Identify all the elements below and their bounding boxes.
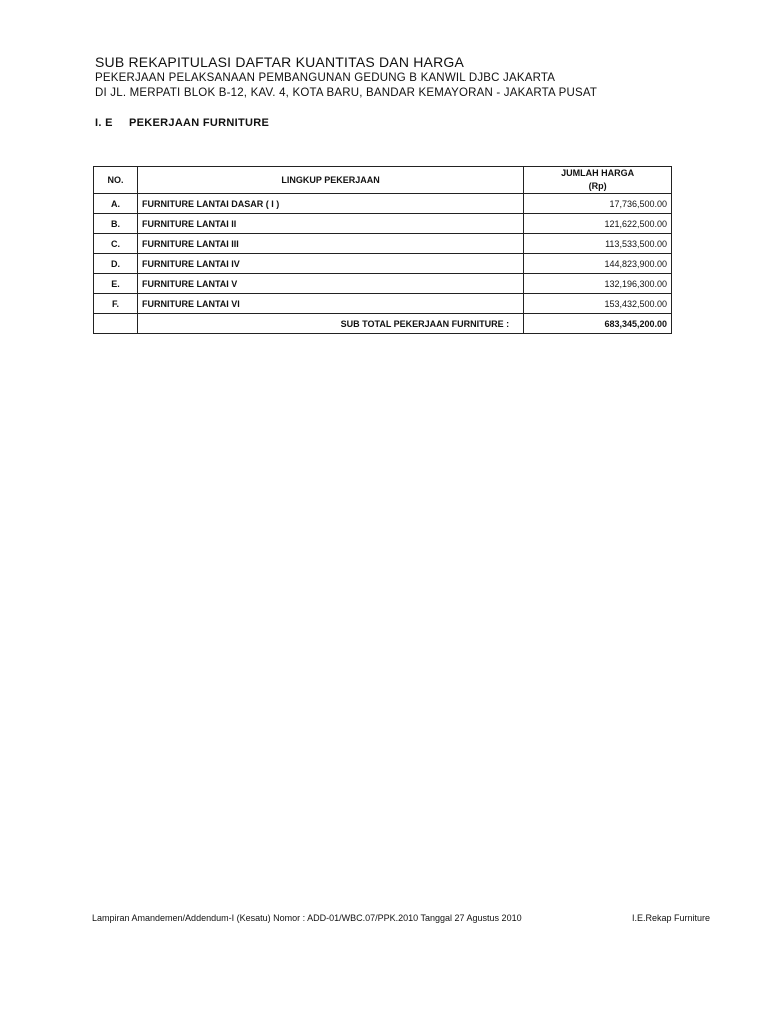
section-title: PEKERJAAN FURNITURE — [129, 117, 270, 129]
row-scope: FURNITURE LANTAI III — [137, 234, 523, 254]
subtotal-label: SUB TOTAL PEKERJAAN FURNITURE : — [137, 314, 523, 334]
table-header-row — [94, 167, 672, 194]
header-amount-line2: (Rp) — [588, 181, 607, 191]
table-row — [94, 234, 672, 254]
row-amount: 113,533,500.00 — [524, 234, 672, 254]
row-scope: FURNITURE LANTAI DASAR ( I ) — [137, 194, 523, 214]
page-footer — [92, 913, 710, 923]
table-row — [94, 194, 672, 214]
document-title: SUB REKAPITULASI DAFTAR KUANTITAS DAN HARGA — [95, 54, 465, 70]
document-header — [95, 54, 597, 101]
table-row — [94, 274, 672, 294]
row-amount: 17,736,500.00 — [524, 194, 672, 214]
row-scope: FURNITURE LANTAI VI — [137, 294, 523, 314]
summary-table — [93, 166, 672, 334]
header-amount — [524, 167, 672, 194]
table-row — [94, 294, 672, 314]
row-scope: FURNITURE LANTAI IV — [137, 254, 523, 274]
row-no: D. — [94, 254, 138, 274]
row-scope: FURNITURE LANTAI V — [137, 274, 523, 294]
row-scope: FURNITURE LANTAI II — [137, 214, 523, 234]
header-scope: LINGKUP PEKERJAAN — [137, 167, 523, 194]
section-number: I. E — [95, 117, 113, 129]
subtotal-amount: 683,345,200.00 — [524, 314, 672, 334]
row-no: C. — [94, 234, 138, 254]
subtotal-no — [94, 314, 138, 334]
table-row — [94, 254, 672, 274]
row-no: A. — [94, 194, 138, 214]
footer-sheet-name: I.E.Rekap Furniture — [631, 913, 710, 923]
section-heading — [95, 117, 269, 129]
table-row — [94, 214, 672, 234]
row-amount: 144,823,900.00 — [524, 254, 672, 274]
footer-reference: Lampiran Amandemen/Addendum-I (Kesatu) Nomor : ADD-01/WBC.07/PPK.2010 Tanggal 27 Agustus 2010 — [92, 913, 522, 923]
row-amount: 121,622,500.00 — [524, 214, 672, 234]
project-name: PEKERJAAN PELAKSANAAN PEMBANGUNAN GEDUNG B KANWIL DJBC JAKARTA — [95, 72, 556, 84]
row-amount: 153,432,500.00 — [524, 294, 672, 314]
row-no: E. — [94, 274, 138, 294]
header-amount-line1: JUMLAH HARGA — [561, 168, 635, 178]
row-amount: 132,196,300.00 — [524, 274, 672, 294]
subtotal-row — [94, 314, 672, 334]
row-no: B. — [94, 214, 138, 234]
project-address: DI JL. MERPATI BLOK B-12, KAV. 4, KOTA BARU, BANDAR KEMAYORAN - JAKARTA PUSAT — [95, 87, 598, 99]
row-no: F. — [94, 294, 138, 314]
header-no: NO. — [94, 167, 138, 194]
